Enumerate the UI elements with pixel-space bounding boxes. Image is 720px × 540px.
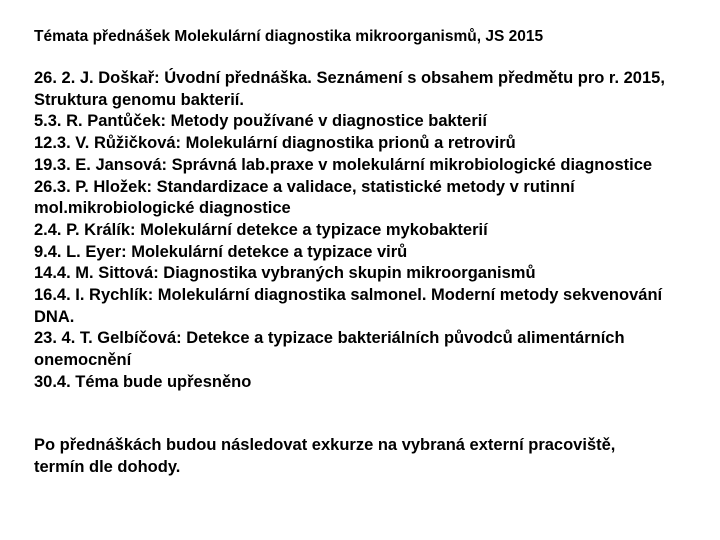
excursion-note-line: Po přednáškách budou následovat exkurze na vybraná externí pracoviště, <box>34 436 616 454</box>
excursion-note <box>34 435 704 478</box>
list-item: 12.3. V. Růžičková: Molekulární diagnostika prionů a retrovirů <box>34 134 516 153</box>
list-item: 5.3. R. Pantůček: Metody používané v diagnostice bakterií <box>34 112 487 131</box>
list-item: 30.4. Téma bude upřesněno <box>34 372 252 391</box>
lecture-schedule-list <box>34 68 704 394</box>
list-item: 14.4. M. Sittová: Diagnostika vybraných skupin mikroorganismů <box>34 264 536 283</box>
list-item: 26. 2. J. Doškař: Úvodní přednáška. Seznámení s obsahem předmětu pro r. 2015, Struktura genomu bakterií. <box>34 69 665 109</box>
excursion-note-line: termín dle dohody. <box>34 457 181 476</box>
page-title: Témata přednášek Molekulární diagnostika mikroorganismů, JS 2015 <box>34 28 544 45</box>
list-item: 2.4. P. Králík: Molekulární detekce a typizace mykobakterií <box>34 220 488 239</box>
list-item: 9.4. L. Eyer: Molekulární detekce a typizace virů <box>34 242 408 261</box>
list-item: 26.3. P. Hložek: Standardizace a validace, statistické metody v rutinní mol.mikrobiologické diagnostice <box>34 177 575 218</box>
list-item: 19.3. E. Jansová: Správná lab.praxe v molekulární mikrobiologické diagnostice <box>34 155 653 174</box>
list-item: 23. 4. T. Gelbíčová: Detekce a typizace bakteriálních původců alimentárních onemocnění <box>34 329 625 370</box>
list-item: 16.4. I. Rychlík: Molekulární diagnostika salmonel. Moderní metody sekvenování DNA. <box>34 286 663 326</box>
